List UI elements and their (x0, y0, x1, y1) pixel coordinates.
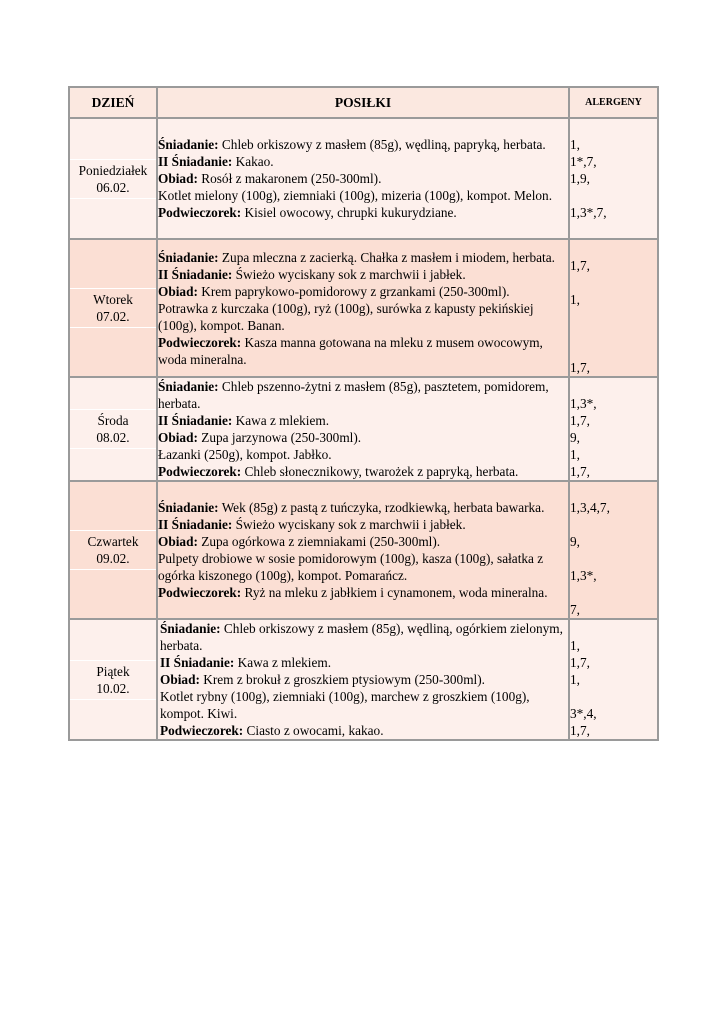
meal-entry (158, 187, 568, 204)
day-date: 09.02. (96, 551, 130, 566)
day-row (69, 619, 658, 740)
day-date: 07.02. (96, 309, 130, 324)
meal-label: II Śniadanie: (158, 266, 233, 282)
meal-text: Rosół z makaronem (250-300ml). (197, 171, 382, 186)
meal-entry (158, 446, 568, 463)
allergen-code: 1,3*, (570, 396, 597, 411)
meal-entry (160, 671, 568, 688)
meal-text: Potrawka z kurczaka (100g), ryż (100g), surówka z kapusty pekińskiej (100g), kompot. Banan. (158, 300, 534, 333)
allergens-cell (569, 118, 658, 239)
meal-entry (160, 654, 568, 671)
day-date: 10.02. (96, 680, 130, 696)
meal-text: Ryż na mleku z jabłkiem i cynamonem, woda mineralna. (241, 585, 548, 600)
meals-cell (157, 481, 569, 619)
meal-entry (160, 722, 568, 739)
day-cell (69, 619, 157, 740)
meal-text: Łazanki (250g), kompot. Jabłko. (158, 447, 332, 462)
meal-text: Kisiel owocowy, chrupki kukurydziane. (241, 205, 457, 220)
meal-label: Obiad: (158, 534, 198, 549)
header-meals: POSIŁKI (157, 87, 569, 118)
meal-label: Podwieczorek: (158, 585, 242, 600)
meal-label: Śniadanie: (158, 249, 219, 265)
day-row (69, 481, 658, 619)
day-label (70, 530, 156, 570)
meal-entry (158, 266, 568, 283)
allergen-code: 1, (570, 672, 580, 687)
meal-text: Chleb orkiszowy z masłem (85g), wędliną, ogórkiem zielonym, herbata. (160, 621, 563, 653)
allergen-code: 3*,4, (570, 706, 597, 721)
allergens-cell (569, 377, 658, 481)
meal-entry (158, 300, 568, 334)
meal-entry (158, 533, 568, 550)
allergens-cell (569, 619, 658, 740)
meals-cell (157, 239, 569, 377)
menu-table (68, 86, 659, 741)
day-label (70, 159, 156, 199)
meal-label: Obiad: (158, 283, 198, 299)
meal-entry (160, 620, 568, 654)
allergen-code: 1, (570, 292, 580, 307)
meal-label: II Śniadanie: (158, 154, 233, 169)
meal-label: II Śniadanie: (158, 413, 233, 428)
allergen-code (570, 325, 657, 342)
day-cell (69, 481, 157, 619)
meal-text: Zupa mleczna z zacierką. Chałka z masłem i miodem, herbata. (218, 249, 555, 265)
allergen-code (570, 119, 657, 136)
meal-entry (158, 204, 568, 221)
day-label (70, 288, 156, 328)
meal-text: Pulpety drobiowe w sosie pomidorowym (100g), kasza (100g), sałatka z ogórka kiszonego (100g), kompot. Pomarańcz. (158, 551, 544, 583)
allergens-cell (569, 481, 658, 619)
day-name: Poniedziałek (78, 162, 148, 178)
meal-entry (158, 412, 568, 429)
meal-entry (158, 463, 568, 480)
allergen-code: 9, (570, 430, 580, 445)
day-name: Środa (97, 413, 129, 428)
meal-label: Podwieczorek: (158, 205, 242, 220)
meal-entry (158, 378, 568, 412)
meal-text: Zupa ogórkowa z ziemniakami (250-300ml). (197, 534, 441, 549)
allergen-code: 1, (570, 638, 580, 653)
allergen-code: 1,3,4,7, (570, 500, 610, 515)
allergen-code: 9, (570, 534, 580, 549)
meal-entry (158, 429, 568, 446)
day-cell (69, 377, 157, 481)
meal-text: Kawa z mlekiem. (232, 413, 330, 428)
allergen-code: 1,7, (570, 655, 590, 670)
meal-label: Podwieczorek: (160, 723, 244, 738)
header-row (69, 87, 658, 118)
meal-entry (158, 170, 568, 187)
allergen-code: 7, (570, 602, 580, 617)
allergen-code (570, 620, 657, 637)
meal-label: II Śniadanie: (160, 655, 235, 670)
allergen-code: 1,3*, (570, 568, 597, 583)
header-allergens: ALERGENY (569, 87, 658, 118)
day-name: Piątek (96, 663, 130, 679)
allergen-code: 1,7, (570, 723, 590, 738)
meal-label: Obiad: (160, 672, 200, 687)
allergen-code (570, 274, 657, 291)
day-row (69, 239, 658, 377)
meal-text: Zupa jarzynowa (250-300ml). (197, 430, 362, 445)
day-label (70, 660, 156, 700)
allergen-code: 1,7, (570, 413, 590, 428)
meal-label: Obiad: (158, 430, 198, 445)
meal-label: Obiad: (158, 171, 198, 186)
allergen-code (570, 482, 657, 499)
allergen-code (570, 550, 657, 567)
meal-text: Wek (85g) z pastą z tuńczyka, rzodkiewką, herbata bawarka. (218, 500, 545, 515)
meal-text: Chleb pszenno-żytni z masłem (85g), pasztetem, pomidorem, herbata. (158, 379, 549, 411)
meal-entry (158, 550, 568, 584)
meal-entry (160, 688, 568, 722)
meal-entry (158, 516, 568, 533)
allergen-code: 1,3*,7, (570, 205, 607, 220)
allergen-code (570, 688, 657, 705)
meal-text: Kasza manna gotowana na mleku z musem owocowym, woda mineralna. (158, 334, 543, 367)
day-cell (69, 118, 157, 239)
allergen-code: 1,7, (570, 258, 590, 273)
meal-text: Krem paprykowo-pomidorowy z grzankami (250-300ml). (197, 283, 510, 299)
meal-entry (158, 334, 568, 368)
meal-entry (158, 499, 568, 516)
allergen-code: 1*,7, (570, 154, 597, 169)
meals-cell (157, 118, 569, 239)
day-row (69, 118, 658, 239)
allergen-code (570, 584, 657, 601)
allergens-cell (569, 239, 658, 377)
allergen-code: 1,7, (570, 464, 590, 479)
meal-label: Śniadanie: (160, 621, 221, 636)
day-row (69, 377, 658, 481)
meal-text: Kawa z mlekiem. (234, 655, 332, 670)
meal-entry (158, 283, 568, 300)
meal-text: Kotlet mielony (100g), ziemniaki (100g), mizeria (100g), kompot. Melon. (158, 188, 553, 203)
meal-text: Krem z brokuł z groszkiem ptysiowym (250-300ml). (199, 672, 485, 687)
meal-text: Kakao. (232, 154, 274, 169)
allergen-code (570, 221, 657, 238)
allergen-code: 1,7, (570, 360, 590, 375)
day-date: 06.02. (96, 179, 130, 195)
meal-label: II Śniadanie: (158, 517, 233, 532)
meal-text: Ciasto z owocami, kakao. (243, 723, 384, 738)
meal-entry (158, 249, 568, 266)
meals-cell (157, 619, 569, 740)
day-cell (69, 239, 157, 377)
allergen-code (570, 308, 657, 325)
header-day: DZIEŃ (69, 87, 157, 118)
meal-label: Śniadanie: (158, 379, 219, 394)
meal-label: Śniadanie: (158, 137, 219, 152)
allergen-code (570, 342, 657, 359)
day-date: 08.02. (96, 430, 130, 445)
meal-label: Śniadanie: (158, 500, 219, 515)
meal-entry (158, 136, 568, 153)
meal-text: Chleb orkiszowy z masłem (85g), wędliną, papryką, herbata. (218, 137, 546, 152)
day-name: Czwartek (87, 534, 139, 549)
meals-cell (157, 377, 569, 481)
meal-entry (158, 153, 568, 170)
allergen-code (570, 187, 657, 204)
meal-text: Świeżo wyciskany sok z marchwii i jabłek. (232, 266, 466, 282)
meal-label: Podwieczorek: (158, 464, 242, 479)
allergen-code (570, 378, 657, 395)
allergen-code (570, 240, 657, 257)
meal-text: Kotlet rybny (100g), ziemniaki (100g), marchew z groszkiem (100g), kompot. Kiwi. (160, 689, 530, 721)
allergen-code: 1, (570, 447, 580, 462)
meal-entry (158, 584, 568, 601)
day-label (70, 409, 156, 449)
allergen-code: 1,9, (570, 171, 590, 186)
meal-text: Świeżo wyciskany sok z marchwii i jabłek. (232, 517, 466, 532)
day-name: Wtorek (93, 292, 133, 307)
allergen-code: 1, (570, 137, 580, 152)
meal-label: Podwieczorek: (158, 334, 242, 350)
allergen-code (570, 516, 657, 533)
meal-text: Chleb słonecznikowy, twarożek z papryką, herbata. (241, 464, 519, 479)
